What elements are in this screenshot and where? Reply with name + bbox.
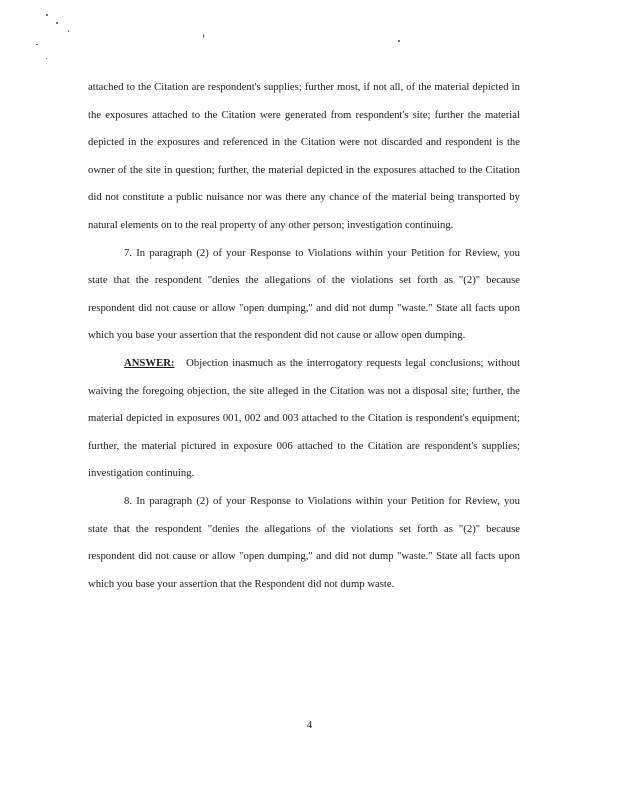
page-number: 4 — [306, 719, 313, 731]
scan-speck — [68, 30, 69, 32]
scan-speck — [46, 14, 48, 16]
scan-speck — [36, 44, 38, 45]
document-body — [88, 74, 520, 598]
interrogatory-8: 8. In paragraph (2) of your Response to Violations within your Petition for Review, you state that the respondent "denies the allegations of the violations set forth as "(2)" because respondent did not cause or allow "open dumping," and did not dump "waste." State all facts upon which you base your assertion that the Respondent did not dump waste. — [88, 494, 520, 590]
answer-7 — [88, 350, 520, 488]
answer-7-text: Objection inasmuch as the interrogatory requests legal conclusions; without waiving the foregoing objection, the site alleged in the Citation was not a disposal site; further, the material depicted in exposures 001, 002 and 003 attached to the Citation is respondent's equipment; further, the material pictured in exposure 006 attached to the Citation are respondent's supplies; investigation continuing. — [88, 356, 520, 480]
answer-label: ANSWER: — [124, 356, 175, 369]
scan-speck — [203, 34, 204, 38]
scan-speck — [56, 22, 58, 24]
scan-speck — [398, 40, 400, 42]
interrogatory-7: 7. In paragraph (2) of your Response to Violations within your Petition for Review, you state that the respondent "denies the allegations of the violations set forth as "(2)" because respondent did not cause or allow "open dumping," and did not dump "waste." State all facts upon which you base your assertion that the respondent did not cause or allow open dumping. — [88, 246, 520, 342]
continuation-paragraph: attached to the Citation are respondent's supplies; further most, if not all, of the material depicted in the exposures attached to the Citation were generated from respondent's site; further the material depicted in the exposures and referenced in the Citation were not discarded and respondent is the owner of the site in question; further, the material depicted in the exposures attached to the Citation did not constitute a public nuisance nor was there any chance of the material being transported by natural elements on to the real property of any other person; investigation continuing. — [88, 81, 520, 231]
scan-speck — [46, 58, 47, 59]
